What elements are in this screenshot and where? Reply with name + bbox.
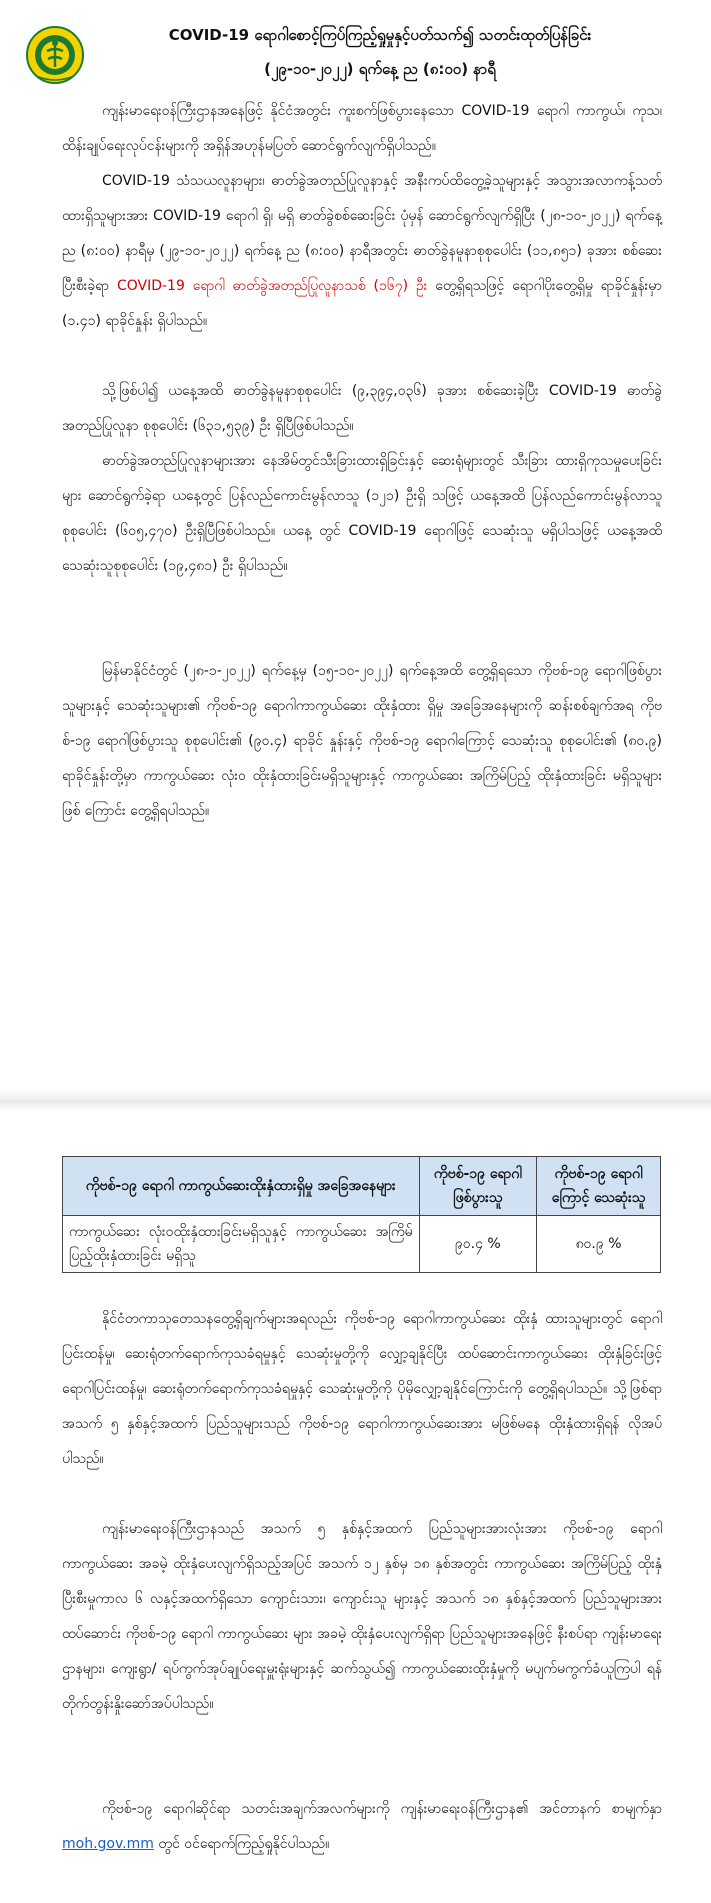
page-separator [0, 1088, 711, 1112]
page-two [0, 1112, 711, 1903]
paragraph-vaccination-analysis-text: မြန်မာနိုင်ငံတွင် (၂၈-၁-၂၀၂၂) ရက်နေ့မှ (၁၅-၁၀-၂၀၂၂) ရက်နေ့အထိ တွေ့ရှိရသော ကိုဗစ်-၁၉ ရောဂါဖြစ်ပွားသူများနှင့် သေဆုံးသူများ၏ ကိုဗစ်-၁၉ ရောဂါကာကွယ်ဆေး ထိုးနှံထား ရှိမှု အခြေအနေများကို ဆန်းစစ်ချက်အရ ကိုဗစ်-၁၉ ရောဂါဖြစ်ပွားသူ စုစုပေါင်း၏ (၉၀.၄) ရာခိုင် နှုန်းနှင့် ကိုဗစ်-၁၉ ရောဂါကြောင့် သေဆုံးသူ စုစုပေါင်း၏ (၈၀.၉) ရာခိုင်နှုန်းတို့မှာ ကာကွယ်ဆေး လုံးဝ ထိုးနှံထားခြင်းမရှိသူများနှင့် ကာကွယ်ဆေး အကြိမ်ပြည့် ထိုးနှံထားခြင်း မရှိသူများ ဖြစ် ကြောင်း တွေ့ရှိရပါသည်။ [62, 663, 662, 819]
paragraph-recovered-text: ဓာတ်ခွဲအတည်ပြုလူနာများအား နေအိမ်တွင်သီးခြားထားရှိခြင်းနှင့် ဆေးရုံများတွင် သီးခြား ထားရှိကုသမှုပေးခြင်းများ ဆောင်ရွက်ခဲ့ရာ ယနေ့တွင် ပြန်လည်ကောင်းမွန်လာသူ (၁၂၁) ဦးရှိ သဖြင့် ယနေ့အထိ ပြန်လည်ကောင်းမွန်လာသူ စုစုပေါင်း (၆၀၅,၄၇၀) ဦးရှိပြီဖြစ်ပါသည်။ ယနေ့ တွင် COVID-19 ရောဂါဖြင့် သေဆုံးသူ မရှိပါသဖြင့် ယနေ့အထိ သေဆုံးသူစုစုပေါင်း (၁၉,၄၈၁) ဦး ရှိပါသည်။ [62, 453, 662, 574]
new-cases-highlight: COVID-19 ရောဂါ ဓာတ်ခွဲအတည်ပြုလူနာသစ် (၁၆၇) ဦး [116, 278, 428, 294]
table-cell: ကာကွယ်ဆေး လုံးဝထိုးနှံထားခြင်းမရှိသူနှင့် ကာကွယ်ဆေး အကြိမ်ပြည့်ထိုးနှံထားခြင်း မရှိသူ [63, 1216, 420, 1273]
paragraph-free-vaccine [62, 1512, 662, 1722]
paragraph-recovered [62, 444, 662, 584]
paragraph-free-vaccine-text: ကျန်းမာရေးဝန်ကြီးဌာနသည် အသက် ၅ နှစ်နှင့်အထက် ပြည်သူများအားလုံးအား ကိုဗစ်-၁၉ ရောဂါ ကာကွယ်ဆေး အခမဲ့ ထိုးနှံပေးလျက်ရှိသည့်အပြင် အသက် ၁၂ နှစ်မှ ၁၈ နှစ်အတွင်း ကာကွယ်ဆေး အကြိမ်ပြည့် ထိုးနှံပြီးစီးမှုကာလ ၆ လနှင့်အထက်ရှိသော ကျောင်းသား၊ ကျောင်းသူ များနှင့် အသက် ၁၈ နှစ်နှင့်အထက် ပြည်သူများအား ထပ်ဆောင်း ကိုဗစ်-၁၉ ရောဂါ ကာကွယ်ဆေး များ အခမဲ့ ထိုးနှံပေးလျက်ရှိရာ ပြည်သူများအနေဖြင့် နီးစပ်ရာ ကျန်းမာရေးဌာနများ၊ ကျေးရွာ/ ရပ်ကွက်အုပ်ချုပ်ရေးမှူးရုံးများနှင့် ဆက်သွယ်၍ ကာကွယ်ဆေးထိုးနှံမှုကို မပျက်မကွက်ခံယူကြပါ ရန် တိုက်တွန်းနှိုးဆော်အပ်ပါသည်။ [62, 1521, 662, 1712]
table-cell: ၉၀.၄ % [419, 1216, 537, 1273]
release-date: (၂၉-၁၀-၂၀၂၂) ရက်နေ့ ည (၈:၀၀) နာရီ [264, 60, 496, 78]
paragraph-website-text: ကိုဗစ်-၁၉ ရောဂါဆိုင်ရာ သတင်းအချက်အလက်များကို ကျန်းမာရေးဝန်ကြီးဌာန၏ အင်တာနက် စာမျက်နှာ [102, 1801, 662, 1817]
table-row [63, 1216, 661, 1273]
paragraph-daily-tests-text: COVID-19 သံသယလူနာများ၊ ဓာတ်ခွဲအတည်ပြုလူနာနှင့် အနီးကပ်ထိတွေ့ခဲ့သူများနှင့် အသွားအလာကန့်သတ်ထားရှိသူများအား COVID-19 ရောဂါ ရှိ၊ မရှိ ဓာတ်ခွဲစစ်ဆေးခြင်း ပုံမှန် ဆောင်ရွက်လျက်ရှိပြီး (၂၈-၁၀-၂၀၂၂) ရက်နေ့ ည (၈:၀၀) နာရီမှ (၂၉-၁၀-၂၀၂၂) ရက်နေ့ ည (၈:၀၀) နာရီအတွင်း ဓာတ်ခွဲနမူနာစုစုပေါင်း (၁၁,၈၅၁) ခုအား စစ်ဆေးပြီးစီးခဲ့ရာ [62, 173, 662, 294]
table-header-cell: ကိုဗစ်-၁၉ ရောဂါ ကြောင့် သေဆုံးသူ [537, 1157, 661, 1216]
vaccination-status-table [62, 1156, 661, 1273]
website-link[interactable]: moh.gov.mm [62, 1836, 154, 1852]
page-title: COVID-19 ရောဂါစောင့်ကြပ်ကြည့်ရှုမှုနှင့်ပတ်သက်၍ သတင်းထုတ်ပြန်ခြင်း [168, 26, 592, 44]
paragraph-cumulative [62, 374, 662, 444]
paragraph-research-text: နိုင်ငံတကာသုတေသနတွေ့ရှိချက်များအရလည်း ကိုဗစ်-၁၉ ရောဂါကာကွယ်ဆေး ထိုးနှံ ထားသူများတွင် ရောဂါပြင်းထန်မှု၊ ဆေးရုံတက်ရောက်ကုသခံရမှုနှင့် သေဆုံးမှုတို့ကို လျှော့ချနိုင်ပြီး ထပ်ဆောင်းကာကွယ်ဆေး ထိုးနှံခြင်းဖြင့် ရောဂါပြင်းထန်မှု၊ ဆေးရုံတက်ရောက်ကုသခံရမှုနှင့် သေဆုံးမှုတို့ကို ပိုမိုလျှော့ချနိုင်ကြောင်းကို တွေ့ရှိရပါသည်။ သို့ဖြစ်ရာ အသက် ၅ နှစ်နှင့်အထက် ပြည်သူများသည် ကိုဗစ်-၁၉ ရောဂါကာကွယ်ဆေးအား မဖြစ်မနေ ထိုးနှံထားရှိရန် လိုအပ်ပါသည်။ [62, 1311, 662, 1467]
paragraph-daily-tests-text-end: တွေ့ရှိရသဖြင့် ရောဂါပိုးတွေ့ရှိမှု ရာခိုင်နှုန်းမှာ (၁.၄၁) ရာခိုင်နှုန်း ရှိပါသည်။ [62, 278, 662, 329]
paragraph-intro [62, 94, 662, 164]
paragraph-intro-text: ကျန်းမာရေးဝန်ကြီးဌာနအနေဖြင့် နိုင်ငံအတွင်း ကူးစက်ဖြစ်ပွားနေသော COVID-19 ရောဂါ ကာကွယ်၊ ကုသ၊ ထိန်းချုပ်ရေးလုပ်ငန်းများကို အရှိန်အဟုန်မပြတ် ဆောင်ရွက်လျက်ရှိပါသည်။ [62, 103, 662, 154]
paragraph-vaccination-analysis [62, 654, 662, 829]
ministry-of-health-logo [26, 26, 84, 84]
paragraph-cumulative-text: သို့ဖြစ်ပါ၍ ယနေ့အထိ ဓာတ်ခွဲနမူနာစုစုပေါင်း (၉,၃၉၄,၀၃၆) ခုအား စစ်ဆေးခဲ့ပြီး COVID-19 ဓာတ်ခွဲအတည်ပြုလူနာ စုစုပေါင်း (၆၃၁,၅၃၉) ဦး ရှိပြီဖြစ်ပါသည်။ [62, 383, 662, 434]
table-header-cell: ကိုဗစ်-၁၉ ရောဂါ ဖြစ်ပွားသူ [419, 1157, 537, 1216]
table-header-cell: ကိုဗစ်-၁၉ ရောဂါ ကာကွယ်ဆေးထိုးနှံထားရှိမှု အခြေအနေများ [63, 1157, 420, 1216]
paragraph-website [62, 1792, 662, 1862]
paragraph-website-text-end: တွင် ဝင်ရောက်ကြည့်ရှုနိုင်ပါသည်။ [158, 1836, 330, 1852]
table-header-row [63, 1157, 661, 1216]
table-cell: ၈၀.၉ % [537, 1216, 661, 1273]
paragraph-research [62, 1302, 662, 1477]
paragraph-daily-tests [62, 164, 662, 339]
